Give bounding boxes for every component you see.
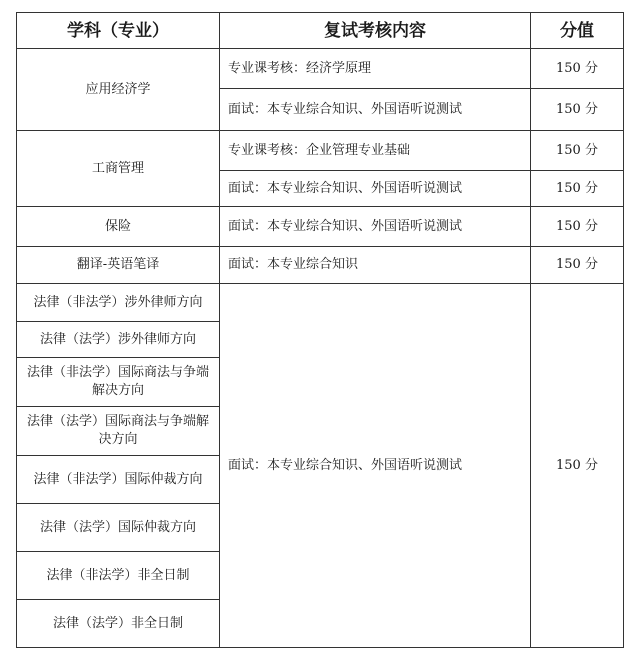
table-row xyxy=(17,49,624,89)
content-cell: 面试：本专业综合知识、外国语听说测试 xyxy=(220,171,531,207)
subject-cell: 法律（法学）国际仲裁方向 xyxy=(17,504,220,552)
score-cell: 150 分 xyxy=(531,247,624,284)
content-cell: 专业课考核：经济学原理 xyxy=(220,49,531,89)
score-cell: 150 分 xyxy=(531,171,624,207)
exam-table xyxy=(16,12,624,648)
content-cell: 面试：本专业综合知识 xyxy=(220,247,531,284)
header-score: 分值 xyxy=(531,13,624,49)
subject-cell: 应用经济学 xyxy=(17,49,220,131)
score-cell: 150 分 xyxy=(531,131,624,171)
subject-cell: 法律（非法学）国际商法与争端解决方向 xyxy=(17,358,220,407)
subject-cell: 法律（法学）国际商法与争端解决方向 xyxy=(17,407,220,456)
header-subject: 学科（专业） xyxy=(17,13,220,49)
subject-cell: 法律（非法学）涉外律师方向 xyxy=(17,284,220,322)
table-row xyxy=(17,284,624,322)
subject-cell: 法律（非法学）非全日制 xyxy=(17,552,220,600)
header-content: 复试考核内容 xyxy=(220,13,531,49)
content-cell: 面试：本专业综合知识、外国语听说测试 xyxy=(220,207,531,247)
subject-cell: 法律（非法学）国际仲裁方向 xyxy=(17,456,220,504)
subject-cell: 法律（法学）非全日制 xyxy=(17,600,220,648)
table-row xyxy=(17,247,624,284)
subject-cell: 翻译-英语笔译 xyxy=(17,247,220,284)
subject-cell: 法律（法学）涉外律师方向 xyxy=(17,322,220,358)
score-cell: 150 分 xyxy=(531,49,624,89)
table-row xyxy=(17,131,624,171)
table-row xyxy=(17,207,624,247)
score-cell: 150 分 xyxy=(531,89,624,131)
score-cell: 150 分 xyxy=(531,284,624,648)
subject-cell: 工商管理 xyxy=(17,131,220,207)
content-cell: 面试：本专业综合知识、外国语听说测试 xyxy=(220,284,531,648)
content-cell: 面试：本专业综合知识、外国语听说测试 xyxy=(220,89,531,131)
subject-cell: 保险 xyxy=(17,207,220,247)
score-cell: 150 分 xyxy=(531,207,624,247)
content-cell: 专业课考核：企业管理专业基础 xyxy=(220,131,531,171)
header-row xyxy=(17,13,624,49)
